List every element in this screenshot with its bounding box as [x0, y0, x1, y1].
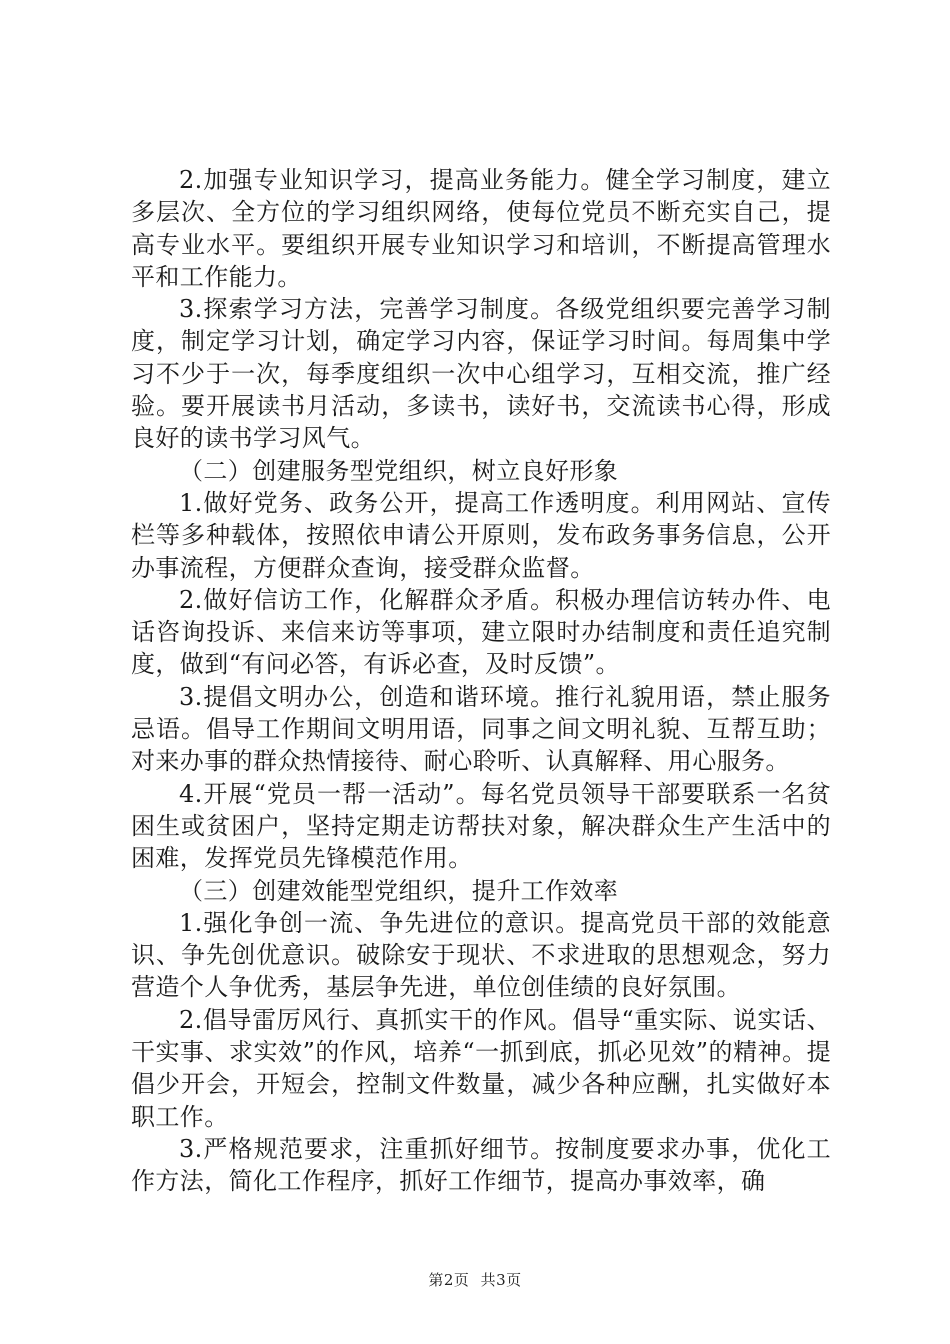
paragraph-2-2: 3.探索学习方法，完善学习制度。各级党组织要完善学习制度，制定学习计划，确定学习内容，保证学习时间。每周集中学习不少于一次，每季度组织一次中心组学习，互相交流，推广经验。要开展读书月活动，多读书，读好书，交流读书心得，形成良好的读书学习风气。	[131, 295, 831, 453]
page-total: 共3页	[480, 1271, 522, 1289]
paragraph-3-2: 2.做好信访工作，化解群众矛盾。积极办理信访转办件、电话咨询投诉、来信来访等事项，建立限时办结制度和责任追究制度，做到“有问必答，有诉必查，及时反馈”。	[131, 585, 831, 679]
document-body	[131, 164, 831, 1198]
paragraph-3-4: 4.开展“党员一帮一活动”。每名党员领导干部要联系一名贫困生或贫困户，坚持定期走访帮扶对象，解决群众生产生活中的困难，发挥党员先锋模范作用。	[131, 779, 831, 873]
paragraph-3-1: 1.做好党务、政务公开，提高工作透明度。利用网站、宣传栏等多种载体，按照依申请公开原则，发布政务事务信息，公开办事流程，方便群众查询，接受群众监督。	[131, 488, 831, 582]
paragraph-4-1: 1.强化争创一流、争先进位的意识。提高党员干部的效能意识、争先创优意识。破除安于现状、不求进取的思想观念，努力营造个人争优秀，基层争先进，单位创佳绩的良好氛围。	[131, 908, 831, 1002]
section-heading-3: （三）创建效能型党组织，提升工作效率	[179, 876, 619, 905]
paragraph-3-3: 3.提倡文明办公，创造和谐环境。推行礼貌用语，禁止服务忌语。倡导工作期间文明用语，同事之间文明礼貌、互帮互助；对来办事的群众热情接待、耐心聆听、认真解释、用心服务。	[131, 682, 831, 776]
page-number: 第2页	[428, 1271, 470, 1289]
paragraph-4-3: 3.严格规范要求，注重抓好细节。按制度要求办事，优化工作方法，简化工作程序，抓好工作细节，提高办事效率，确	[131, 1134, 831, 1196]
paragraph-4-2: 2.倡导雷厉风行、真抓实干的作风。倡导“重实际、说实话、干实事、求实效”的作风，培养“一抓到底，抓必见效”的精神。提倡少开会，开短会，控制文件数量，减少各种应酬，扎实做好本职工作。	[131, 1005, 831, 1131]
paragraph-2-1: 2.加强专业知识学习，提高业务能力。健全学习制度，建立多层次、全方位的学习组织网络，使每位党员不断充实自己，提高专业水平。要组织开展专业知识学习和培训，不断提高管理水平和工作能力。	[131, 166, 831, 291]
page-footer	[0, 1269, 950, 1290]
section-heading-2: （二）创建服务型党组织，树立良好形象	[179, 456, 619, 485]
